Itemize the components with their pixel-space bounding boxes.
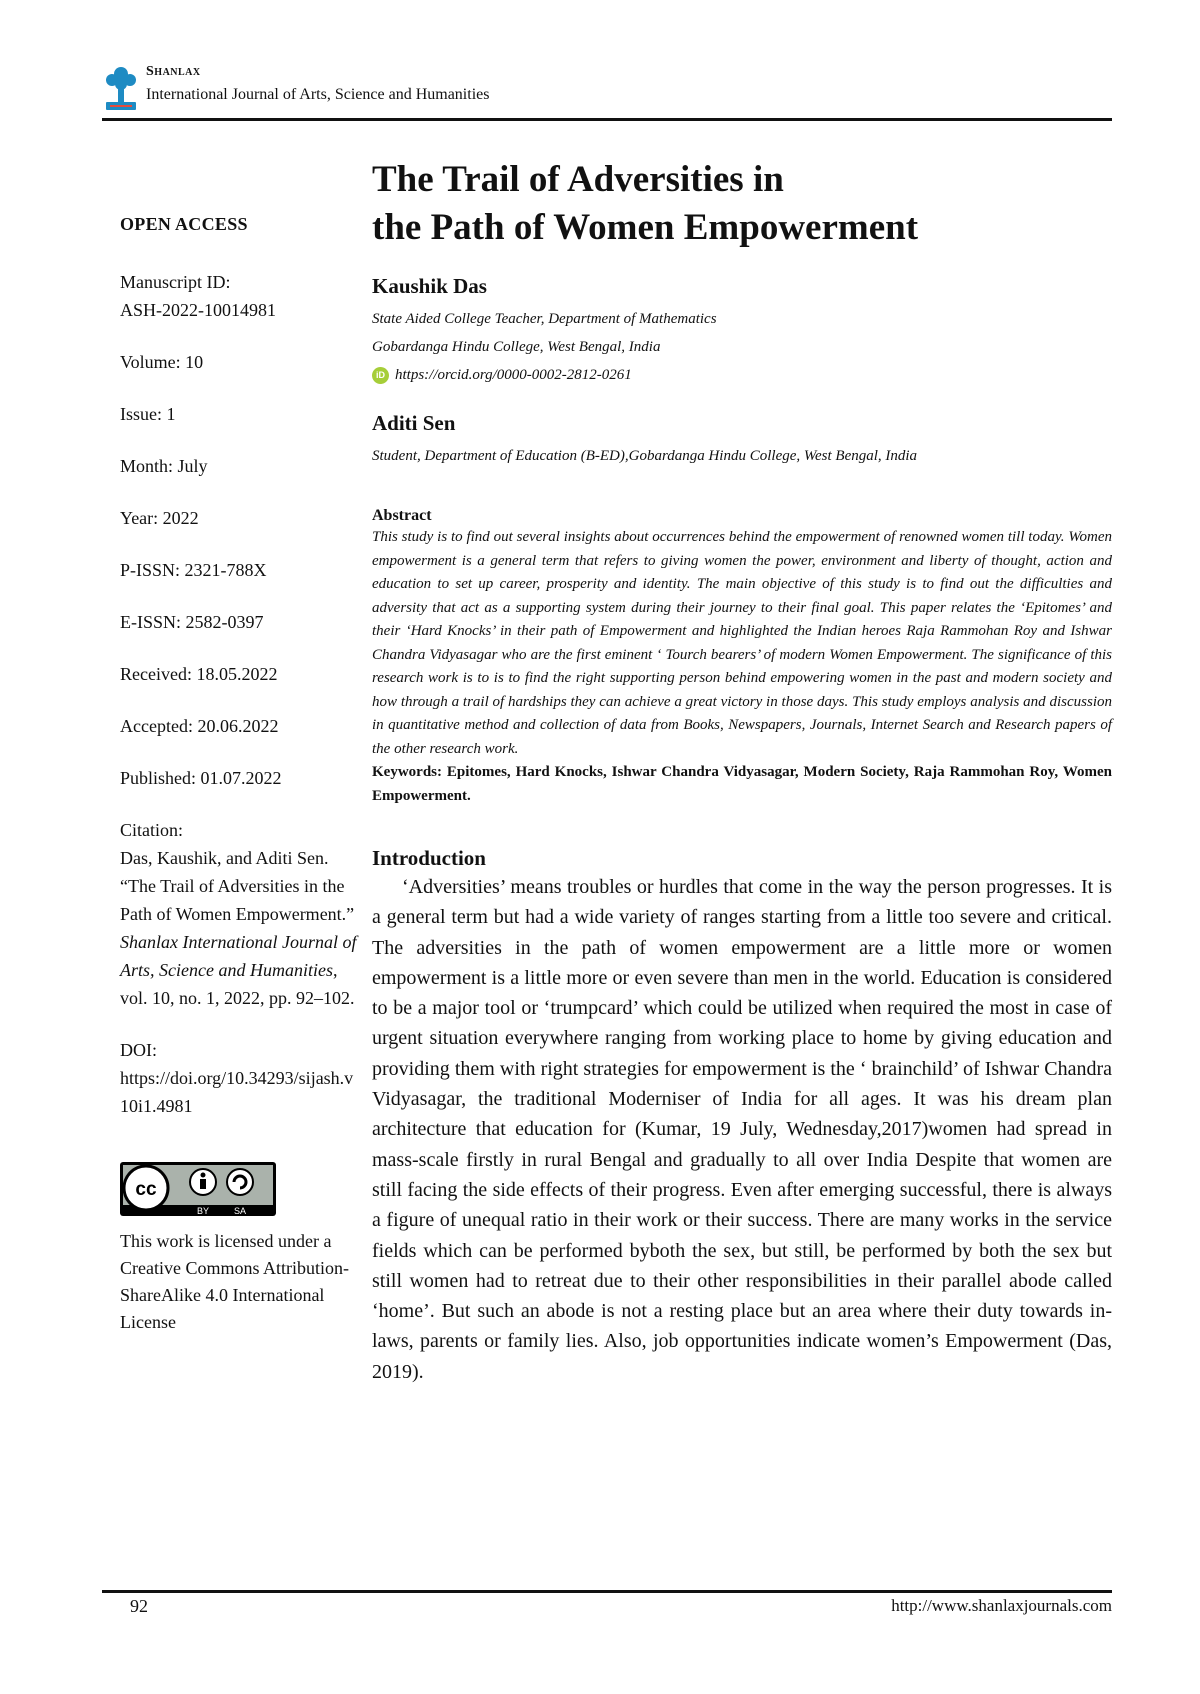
citation-block <box>120 816 360 1012</box>
brand-name: Shanlax <box>146 64 201 79</box>
manuscript-id: ASH-2022-10014981 <box>120 300 276 320</box>
title-line-1: The Trail of Adversities in <box>372 159 784 200</box>
author-affiliation: Student, Department of Education (B-ED),Gobardanga Hindu College, West Bengal, India <box>372 448 918 464</box>
svg-text:cc: cc <box>135 1179 157 1200</box>
abstract-heading: Abstract <box>372 507 432 524</box>
manuscript-info <box>120 268 360 324</box>
year-info: Year: 2022 <box>120 508 199 528</box>
journal-name: International Journal of Arts, Science and Humanities <box>146 86 490 103</box>
doi-label: DOI: <box>120 1040 157 1060</box>
issue-info: Issue: 1 <box>120 404 176 424</box>
citation-label: Citation: <box>120 820 183 840</box>
title-line-2: the Path of Women Empowerment <box>372 207 919 248</box>
open-access-label: OPEN ACCESS <box>120 214 248 234</box>
keywords-text: Keywords: Epitomes, Hard Knocks, Ishwar Chandra Vidyasagar, Modern Society, Raja Rammohan Roy, Women Empowerment. <box>372 764 1112 804</box>
abstract-text: This study is to find out several insights about occurrences behind the empowerment of renowned women till today. Women empowerment is a general term that refers to giving women the power, environment and liberty of thought, action and education to set up career, prosperity and identity. The main objective of this study is to find out the difficulties and adversity that act as a supporting system during their journey to their final goal. This paper relates the ‘Epitomes’ and their ‘Hard Knocks’ in their path of Empowerment and highlighted the Indian heroes Raja Rammohan Roy and Ishwar Chandra Vidyasagar who are the first eminent ‘ Tourch bearers’ of modern Women Empowerment. The significance of this research work is to is to find the right supporting person behind empowering women in the past and modern society and how through a trail of hardships they can achieve a great victory in those days. This study employs analysis and discussion in quantitative method and collection of data from Books, Newspapers, Journals, Internet Search and Research papers of the other research work. <box>372 529 1112 757</box>
header-divider <box>102 118 1112 121</box>
shanlax-logo-icon <box>102 62 140 114</box>
svg-text:SA: SA <box>233 1206 247 1216</box>
author-name: Aditi Sen <box>372 411 456 435</box>
author-block-1 <box>372 274 1112 389</box>
month-info: Month: July <box>120 456 208 476</box>
article-info-sidebar <box>120 210 360 1336</box>
published-date: Published: 01.07.2022 <box>120 768 282 788</box>
journal-header <box>102 58 1112 118</box>
introduction-text: ‘Adversities’ means troubles or hurdles that come in the way the person progresses. It is a general term but had a wide variety of ranges starting from a little too severe and critical. The adversities in the path of women empowerment are a little more or women empowerment is a little more or even severe than men in the world. Education is considered to be a major tool or ‘trumpcard’ which could be utilized when required the most in case of urgent situation everywhere ranging from working place to home by giving education and providing them with right strategies for empowerment is the ‘ brainchild’ of Ishwar Chandra Vidyasagar, the traditional Moderniser of India for all ages. It was his dream plan architecture that education for (Kumar, 19 July, Wednesday,2017)women had spread in mass-scale firstly in rural Bengal and gradually to all over India Despite that women are still facing the side effects of their progress. Even after emerging successful, there is always a figure of unequal ratio in their work or their success. There are many works in the service fields which can be performed byboth the sex, but still, be performed by both the sex but still women had to retreat due to their other responsibilities in their parallel abode called ‘home’. But such an abode is not a resting place but an area where their duty towards in-laws, parents or family lies. Also, job opportunities indicate women’s Empowerment (Das, 2019). <box>372 876 1112 1383</box>
article-main <box>372 156 1112 1387</box>
author-name: Kaushik Das <box>372 274 487 298</box>
accepted-date: Accepted: 20.06.2022 <box>120 716 279 736</box>
citation-journal: Shanlax International Journal of Arts, Science and Humanities <box>120 932 357 980</box>
article-title <box>372 156 1112 252</box>
doi-link[interactable]: https://doi.org/10.34293/sijash.v10i1.4981 <box>120 1068 354 1116</box>
manuscript-label: Manuscript ID: <box>120 272 231 292</box>
volume-info: Volume: 10 <box>120 352 204 372</box>
author-block-2 <box>372 411 1112 470</box>
page-number: 92 <box>130 1596 148 1616</box>
introduction-heading: Introduction <box>372 846 486 870</box>
svg-text:BY: BY <box>196 1206 210 1216</box>
p-issn-info: P-ISSN: 2321-788X <box>120 560 267 580</box>
e-issn-info: E-ISSN: 2582-0397 <box>120 612 264 632</box>
citation-authors: Das, Kaushik, and Aditi Sen. “The Trail of Adversities in the Path of Women Empowerment.” <box>120 848 355 924</box>
orcid-link[interactable]: https://orcid.org/0000-0002-2812-0261 <box>395 367 632 383</box>
doi-block <box>120 1036 360 1120</box>
footer-divider <box>102 1590 1112 1593</box>
received-date: Received: 18.05.2022 <box>120 664 278 684</box>
orcid-row <box>372 361 1112 389</box>
author-affiliation: State Aided College Teacher, Department of Mathematics <box>372 311 717 327</box>
orcid-icon: iD <box>372 367 389 384</box>
cc-by-sa-license-icon[interactable] <box>120 1162 276 1216</box>
citation-details: , vol. 10, no. 1, 2022, pp. 92–102. <box>120 960 355 1008</box>
journal-website-link[interactable]: http://www.shanlaxjournals.com <box>891 1596 1112 1615</box>
author-affiliation: Gobardanga Hindu College, West Bengal, India <box>372 339 661 355</box>
license-text: This work is licensed under a Creative Commons Attribution-ShareAlike 4.0 International License <box>120 1231 349 1332</box>
